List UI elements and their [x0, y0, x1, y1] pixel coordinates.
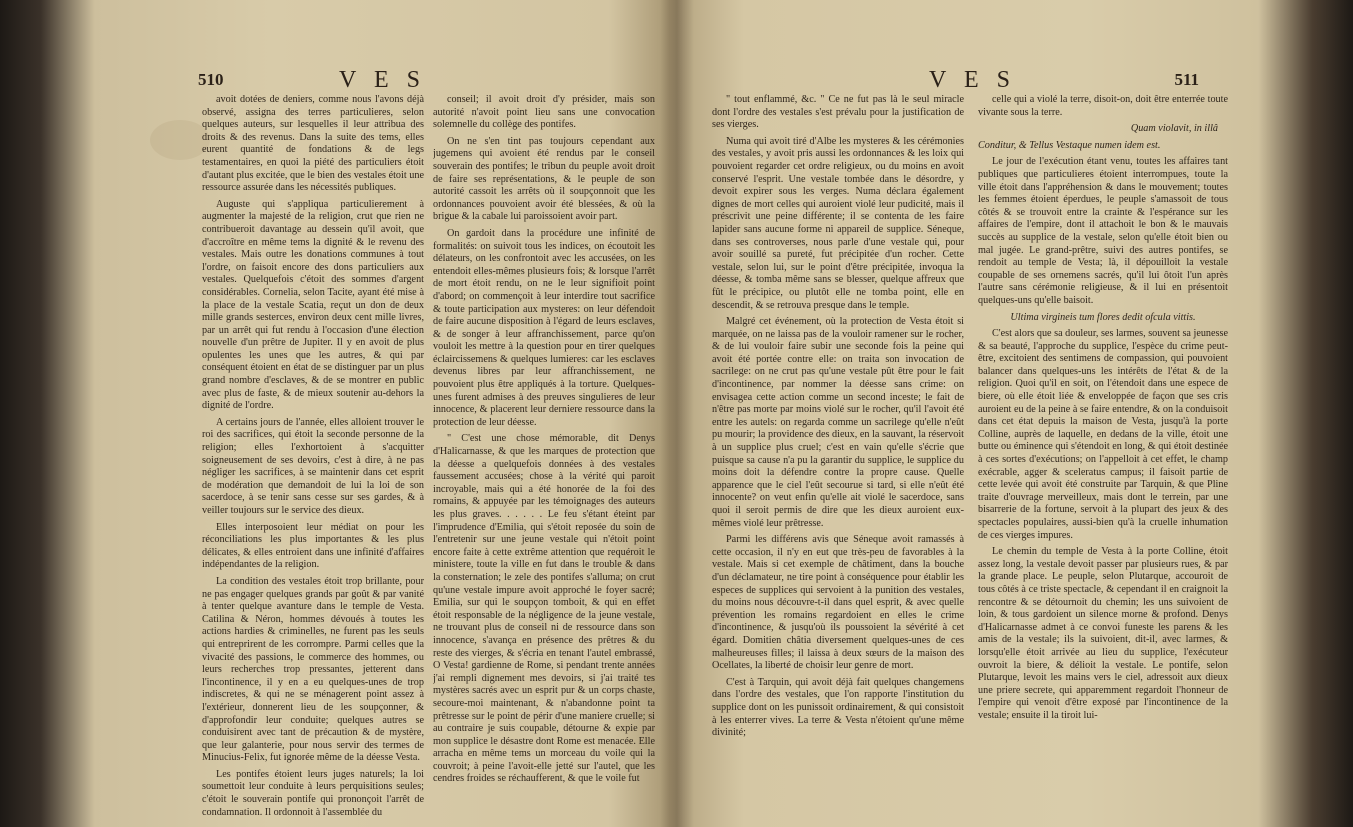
paragraph: Malgré cet événement, où la protection de Vesta étoit si marquée, on ne laissa pas de la vouloir ramener sur le rocher, & de lui vouloir faire subir une seconde fois la peine qui avoit été portée contre elle: on traita son invocation de sacrilege: on ne crut pas qu'une vestale pût être pour le fait d'incontinence, par nommer la déesse sans crime: on envisagea cette action comme un second inceste; le fait de n'être pas morte par moins violé sur le rocher, qu'il l'avoit été entre les autels: on regarda comme un sacrilege qu'elle n'eût pu mourir; la providence des dieux, en la sauvant, la réservoit à un supplice plus cruel; c'est en vain qu'elle s'écrie que puisque sa cause n'a pu la garantir du supplice, le supplice du moins doit la défendre contre la propre cause. Quelle apparence que le ciel l'eût secourue si tard, si elle n'eût été innocente? on veut enfin qu'elle ait violé le sacerdoce, sans quoi il seroit permis de dire que les dieux auroient eux-mêmes violé leur prêtresse. [712, 316, 964, 529]
right-page [690, 52, 1255, 822]
paragraph: avoit dotées de deniers, comme nous l'avons déjà observé, assigna des terres particulieres, selon quelques auteurs, sur lesquelles il leur attribua des droits & des revenus. Dans la suite des tems, elles eurent quantité de fondations & de legs testamentaires, en quoi la piété des particuliers étoit d'autant plus excitée, que le bien des vestales étoit une ressource assurée dans les nécessités publiques. [202, 94, 424, 194]
running-head [690, 52, 1255, 92]
column-left [202, 94, 424, 822]
paragraph: conseil; il avoit droit d'y présider, mais son autorité n'avoit point lieu sans une convocation solemnelle du collège des pontifes. [433, 94, 655, 131]
paragraph: " C'est une chose mémorable, dit Denys d'Halicarnasse, & que les marques de protection que la déesse a quelquefois données à des vestales faussement accusées; chose à la vérité qui paroit incroyable, mais qui a été honorée de la foi des romains, & appuyée par les témoignages des auteurs les plus graves. . . . . . Le feu s'étant éteint par l'imprudence d'Emilia, qui s'étoit reposée du soin de l'entretenir sur une jeune vestale qui n'étoit point encore faite à cette extrême attention que requéroit le ministere, toute la ville en fut dans le trouble & dans la consternation; le zele des pontifes s'alluma; on crut qu'une vestale impure avoit approché le foyer sacré; Emilia, sur qui le soupçon tomboit, & qui en effet étoit responsable de la négligence de la jeune vestale, ne trouvant plus de conseil ni de ressource dans son innocence, s'avança en présence des prêtres & du reste des vierges, & s'écria en tenant l'autel embrassé, O Vesta! gardienne de Rome, si pendant trente années j'ai rempli dignement mes devoirs, si j'ai traité tes mystères sacrés avec un esprit pur & un corps chaste, secoure-moi maintenant, & n'abandonne point ta prêtresse sur le point de périr d'une maniere cruelle; si au contraire je suis coupable, détourne & expie par mon supplice le désastre dont Rome est menacée. Elle arracha en même tems un morceau du voile qui la couvroit; à peine l'avoit-elle jetté sur l'autel, que les cendres froides se réchaufferent, & que le voile fut [433, 433, 655, 785]
column-right [433, 94, 655, 822]
paragraph: Le jour de l'exécution étant venu, toutes les affaires tant publiques que particulieres étoient interrompues, toute la ville étoit dans l'appréhension & dans le mouvement; toutes les femmes étoient éperdues, le peuple s'amassoit de tous côtés & se trouvoit entre la crainte & l'espérance sur les affaires de l'empire, dont il attachoit le bon & le mauvais succès au supplice de la vestale, selon qu'elle étoit bien ou mal jugée. Le grand-prêtre, suivi des autres pontifes, se rendoit au temple de Vesta; là, il dépouilloit la vestale coupable de ses ornemens sacrés, qu'il lui ôtoit l'un après l'autre sans cérémonie religieuse, & il lui en présentoit quelques-uns qu'elle baisoit. [978, 156, 1228, 306]
paragraph: On ne s'en tint pas toujours cependant aux jugemens qui avoient été rendus par le conseil souverain des pontifes; le tribun du peuple avoit droit de faire ses représentations, & le peuple de son autorité cassoit les arrêts où il soupçonnoit que les ordonnances pouvoient avoir été blessées, & où la brigue & la cabale lui paroissoient avoir part. [433, 135, 655, 223]
column-left [712, 94, 964, 822]
verse-quote: Conditur, & Tellus Vestaque numen idem est. [978, 139, 1161, 151]
paragraph: Numa qui avoit tiré d'Albe les mysteres & les cérémonies des vestales, y avoit pris aussi les ordonnances & les loix qui pouvoient regarder cet ordre religieux, ou du moins en avoit conservé l'esprit. Une vestale tombée dans le désordre, y devoit expirer sous les verges. Numa déclara également dignes de mort celles qui auroient violé leur pudicité, mais il préscrivit une peine différente; il se contenta de les faire lapider sans aucune forme ni appareil de supplice. Séneque, dans ses controverses, nous parle d'une vestale qui, pour avoir souillé sa pureté, fut précipitée d'un rocher. Cette vestale, selon lui, sur le point d'être précipitée, invoqua la déesse, & tomba même sans se blesser, quelque affreux que fût le précipice, ou plutôt elle ne tomba point, elle en descendit, & se retrouva presque dans le temple. [712, 135, 964, 311]
book-gutter [660, 0, 694, 827]
paragraph: Elles interposoient leur médiat on pour les réconciliations les plus importantes & les plus délicates, & elles entroient dans une infinité d'affaires indépendantes de la religion. [202, 521, 424, 571]
paragraph: C'est à Tarquin, qui avoit déjà fait quelques changemens dans l'ordre des vestales, que l'on rapporte l'institution du supplice dont on les punissoit ordinairement, & qui consistoit à les enterrer vives. La terre & Vesta n'étoient qu'une même divinité; [712, 676, 964, 739]
running-head [100, 52, 665, 92]
running-title: V E S [339, 67, 426, 93]
verse-quote: Quam violavit, in illâ [1130, 123, 1218, 135]
paragraph: La condition des vestales étoit trop brillante, pour ne pas engager quelques grands par goût & par vanité à tenter quelque avanture dans le temple de Vesta. Catilina & Néron, hommes dévoués à toutes les actions hardies & criminelles, ne furent pas les seuls qui entreprirent de les corrompre. Parmi celles que la vivacité des passions, le commerce des hommes, ou leurs recherches trop pressantes, jetterent dans l'incontinence, il y en a eu quelques-unes de trop indiscretes, & qui ne se ménagerent point assez à l'extérieur, donnerent lieu de les soupçonner, & d'approfondir leur conduite; quelques autres se conduisirent avec tant de précaution & de mystère, que leur galanterie, pour nous servir des termes de Minucius-Felix, fut ignorée même de la déesse Vesta. [202, 575, 424, 764]
paragraph: Le chemin du temple de Vesta à la porte Colline, étoit assez long, la vestale devoit passer par plusieurs rues, & par la grande place. Le peuple, selon Plutarque, accouroit de tous côtés à ce triste spectacle, & cependant il en craignoit la rencontre & se détournoit du chemin; les uns suivoient de loin, & tous gardoient un silence morne & profond. Denys d'Halicarnasse admet à ce convoi funeste les parens & les amis de la vestale; ils la suivoient, dit-il, avec larmes, & lorsqu'elle étoit arrivée au lieu du supplice, l'exécuteur ouvroit la biere, & délioit la vestale. Le pontife, selon Plutarque, levoit les mains vers le ciel, adressoit aux dieux une priere secrete, qui apparemment regardoit l'honneur de l'empire qui venoit d'être exposé par l'incontinence de la vestale; ensuite il la tiroit lui- [978, 546, 1228, 721]
paragraph: C'est alors que sa douleur, ses larmes, souvent sa jeunesse & sa beauté, l'approche du supplice, l'espèce du crime peut-être, excitoient des sentimens de compassion, qui pouvoient balancer dans quelques-uns les intérêts de l'état & de la religion. Quoi qu'il en soit, on l'étendoit dans une espece de biere, où elle étoit liée & enveloppée de façon que ses cris auroient eu de la peine à se faire entendre, & on la conduisoit dans cet état depuis la maison de Vesta, jusqu'à la porte Colline, auprès de laquelle, en dedans de la ville, étoit une butte ou éminence qui s'étendoit en long, & qui étoit destinée à ces sortes d'exécutions; on l'appelloit à cet effet, le champ exécrable, agger & sceleratus campus; il faisoit partie de cette levée qui avoit été construite par Tarquin, & que Pline traite d'ouvrage merveilleux, mais dont le terrein, par une bisarrerie de la fortune, servoit à la plupart des jeux & des spectacles populaires, aussi-bien qu'à la cruelle inhumation de ces vierges impures. [978, 328, 1228, 541]
paragraph: Parmi les différens avis que Séneque avoit ramassés à cette occasion, il n'y en eut que très-peu de favorables à la vestale. Mais si cet exemple de châtiment, dans la bouche d'un déclamateur, ne tire point à conséquence pour établir les especes de supplices qui servoient à la punition des vestales, du moins nous découvre-t-il dans quel esprit, & avec quelle prévention les romains regardoient en elles le crime d'incontinence, & jusqu'où ils poussoient la sévérité à cet égard. Domitien châtia diversement quelques-unes de ces malheureuses filles; il laissa à deux sœurs de la maison des Ocellates, la liberté de choisir leur genre de mort. [712, 534, 964, 672]
paragraph: Auguste qui s'appliqua particulierement à augmenter la majesté de la religion, crut que rien ne contribueroit davantage au dessein qu'il avoit, que d'accroître en même tems la dignité & le revenu des vestales. Mais outre les donations communes à tout l'ordre, on faisoit encore des dons particuliers aux vestales. Quelquefois c'étoit des sommes d'argent considérables. Cornelia, selon Tacite, ayant été mise à la place de la vestale Scatia, reçut un don de deux mille grands sesterces, environ deux cent mille livres, par un arrêt qui fut rendu à l'occasion d'une élection nouvelle d'un prêtre de Jupiter. Il y en avoit de plus opulentes les unes que les autres, & qui par conséquent étoient en état de se distinguer par un plus grand nombre d'esclaves, & de se montrer en public avec plus de faste, & de mieux soutenir au-dehors la dignité de l'ordre. [202, 198, 424, 412]
paragraph: Les pontifes étoient leurs juges naturels; la loi soumettoit leur conduite à leurs perquisitions seules; c'étoit le souverain pontife qui prononçoit l'arrêt de condamnation. Il ordonnoit à l'assemblée du [202, 768, 424, 818]
page-number: 510 [198, 70, 224, 89]
running-title: V E S [929, 67, 1016, 93]
column-right [978, 94, 1228, 822]
left-page [100, 52, 665, 822]
paragraph: A certains jours de l'année, elles alloient trouver le roi des sacrifices, qui étoit la seconde personne de la religion; elles l'exhortoient à s'acquitter soigneusement de ses devoirs, c'est à dire, à ne pas négliger les sacrifices, à se maintenir dans cet esprit de modération que demandoit de lui la loi de son sacerdoce, à se tenir sans cesse sur ses gardes, & à veiller toujours sur le service des dieux. [202, 416, 424, 516]
paragraph: celle qui a violé la terre, disoit-on, doit être enterrée toute vivante sous la terre. [978, 94, 1228, 118]
page-number: 511 [1174, 70, 1199, 89]
verse-quote: Ultima virgineis tum flores dedit ofcula vittis. [1010, 311, 1196, 323]
text-columns [690, 94, 1255, 822]
text-columns [100, 94, 665, 822]
paragraph: " tout enflammé, &c. " Ce ne fut pas là le seul miracle dont l'ordre des vestales s'est prévalu pour la justification de ses vierges. [712, 94, 964, 131]
paragraph: On gardoit dans la procédure une infinité de formalités: on suivoit tous les indices, on écoutoit les délateurs, on les confrontoit avec les accusées, on les entendoit elles-mêmes plusieurs fois; & lorsque l'arrêt de mort étoit rendu, on ne le leur signifioit point d'abord; on commençoit à leur interdire tout sacrifice & toute participation aux mysteres: on leur défendoit de faire aucune disposition à l'égard de leurs esclaves, & de songer à leur affranchissement, parce qu'on vouloit les mettre à la question pour en tirer quelques éclaircissemens & quelques lumieres: car les esclaves devenus libres par leur affranchissement, ne pouvoient plus être appliqués à la torture. Quelques-unes furent admises à des preuves singulieres de leur innocence, & placerent leur derniere ressource dans la protection de leur déesse. [433, 227, 655, 428]
